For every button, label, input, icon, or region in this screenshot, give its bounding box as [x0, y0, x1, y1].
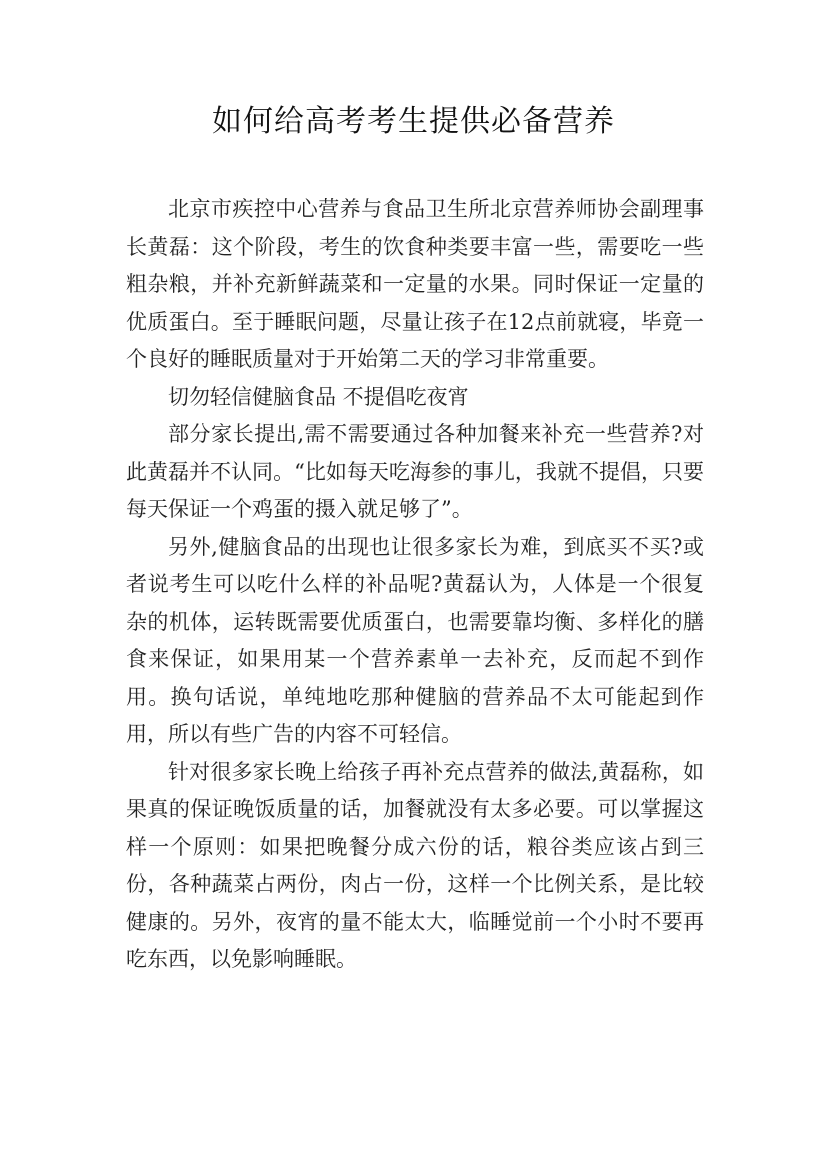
paragraph: 北京市疾控中心营养与食品卫生所北京营养师协会副理事长黄磊：这个阶段，考生的饮食种类要丰富一些，需要吃一些粗杂粮，并补充新鲜蔬菜和一定量的水果。同时保证一定量的优质蛋白。至于睡眠问题，尽量让孩子在12点前就寝，毕竟一个良好的睡眠质量对于开始第二天的学习非常重要。 — [126, 197, 704, 371]
section-heading: 切勿轻信健脑食品 不提倡吃夜宵 — [168, 384, 469, 409]
document-title: 如何给高考考生提供必备营养 — [212, 104, 615, 139]
paragraph: 针对很多家长晚上给孩子再补充点营养的做法,黄磊称，如果真的保证晚饭质量的话，加餐就没有太多必要。可以掌握这样一个原则：如果把晚餐分成六份的话，粮谷类应该占到三份，各种蔬菜占两份，肉占一份，这样一个比例关系，是比较健康的。另外，夜宵的量不能太大，临睡觉前一个小时不要再吃东西，以免影响睡眠。 — [126, 759, 704, 971]
document-body — [126, 191, 704, 979]
paragraph: 部分家长提出,需不需要通过各种加餐来补充一些营养?对此黄磊并不认同。“比如每天吃海参的事儿，我就不提倡，只要每天保证一个鸡蛋的摄入就足够了”。 — [126, 422, 704, 521]
paragraph: 另外,健脑食品的出现也让很多家长为难，到底买不买?或者说考生可以吃什么样的补品呢?黄磊认为，人体是一个很复杂的机体，运转既需要优质蛋白，也需要靠均衡、多样化的膳食来保证，如果用某一个营养素单一去补充，反而起不到作用。换句话说，单纯地吃那种健脑的营养品不太可能起到作用，所以有些广告的内容不可轻信。 — [126, 534, 704, 746]
